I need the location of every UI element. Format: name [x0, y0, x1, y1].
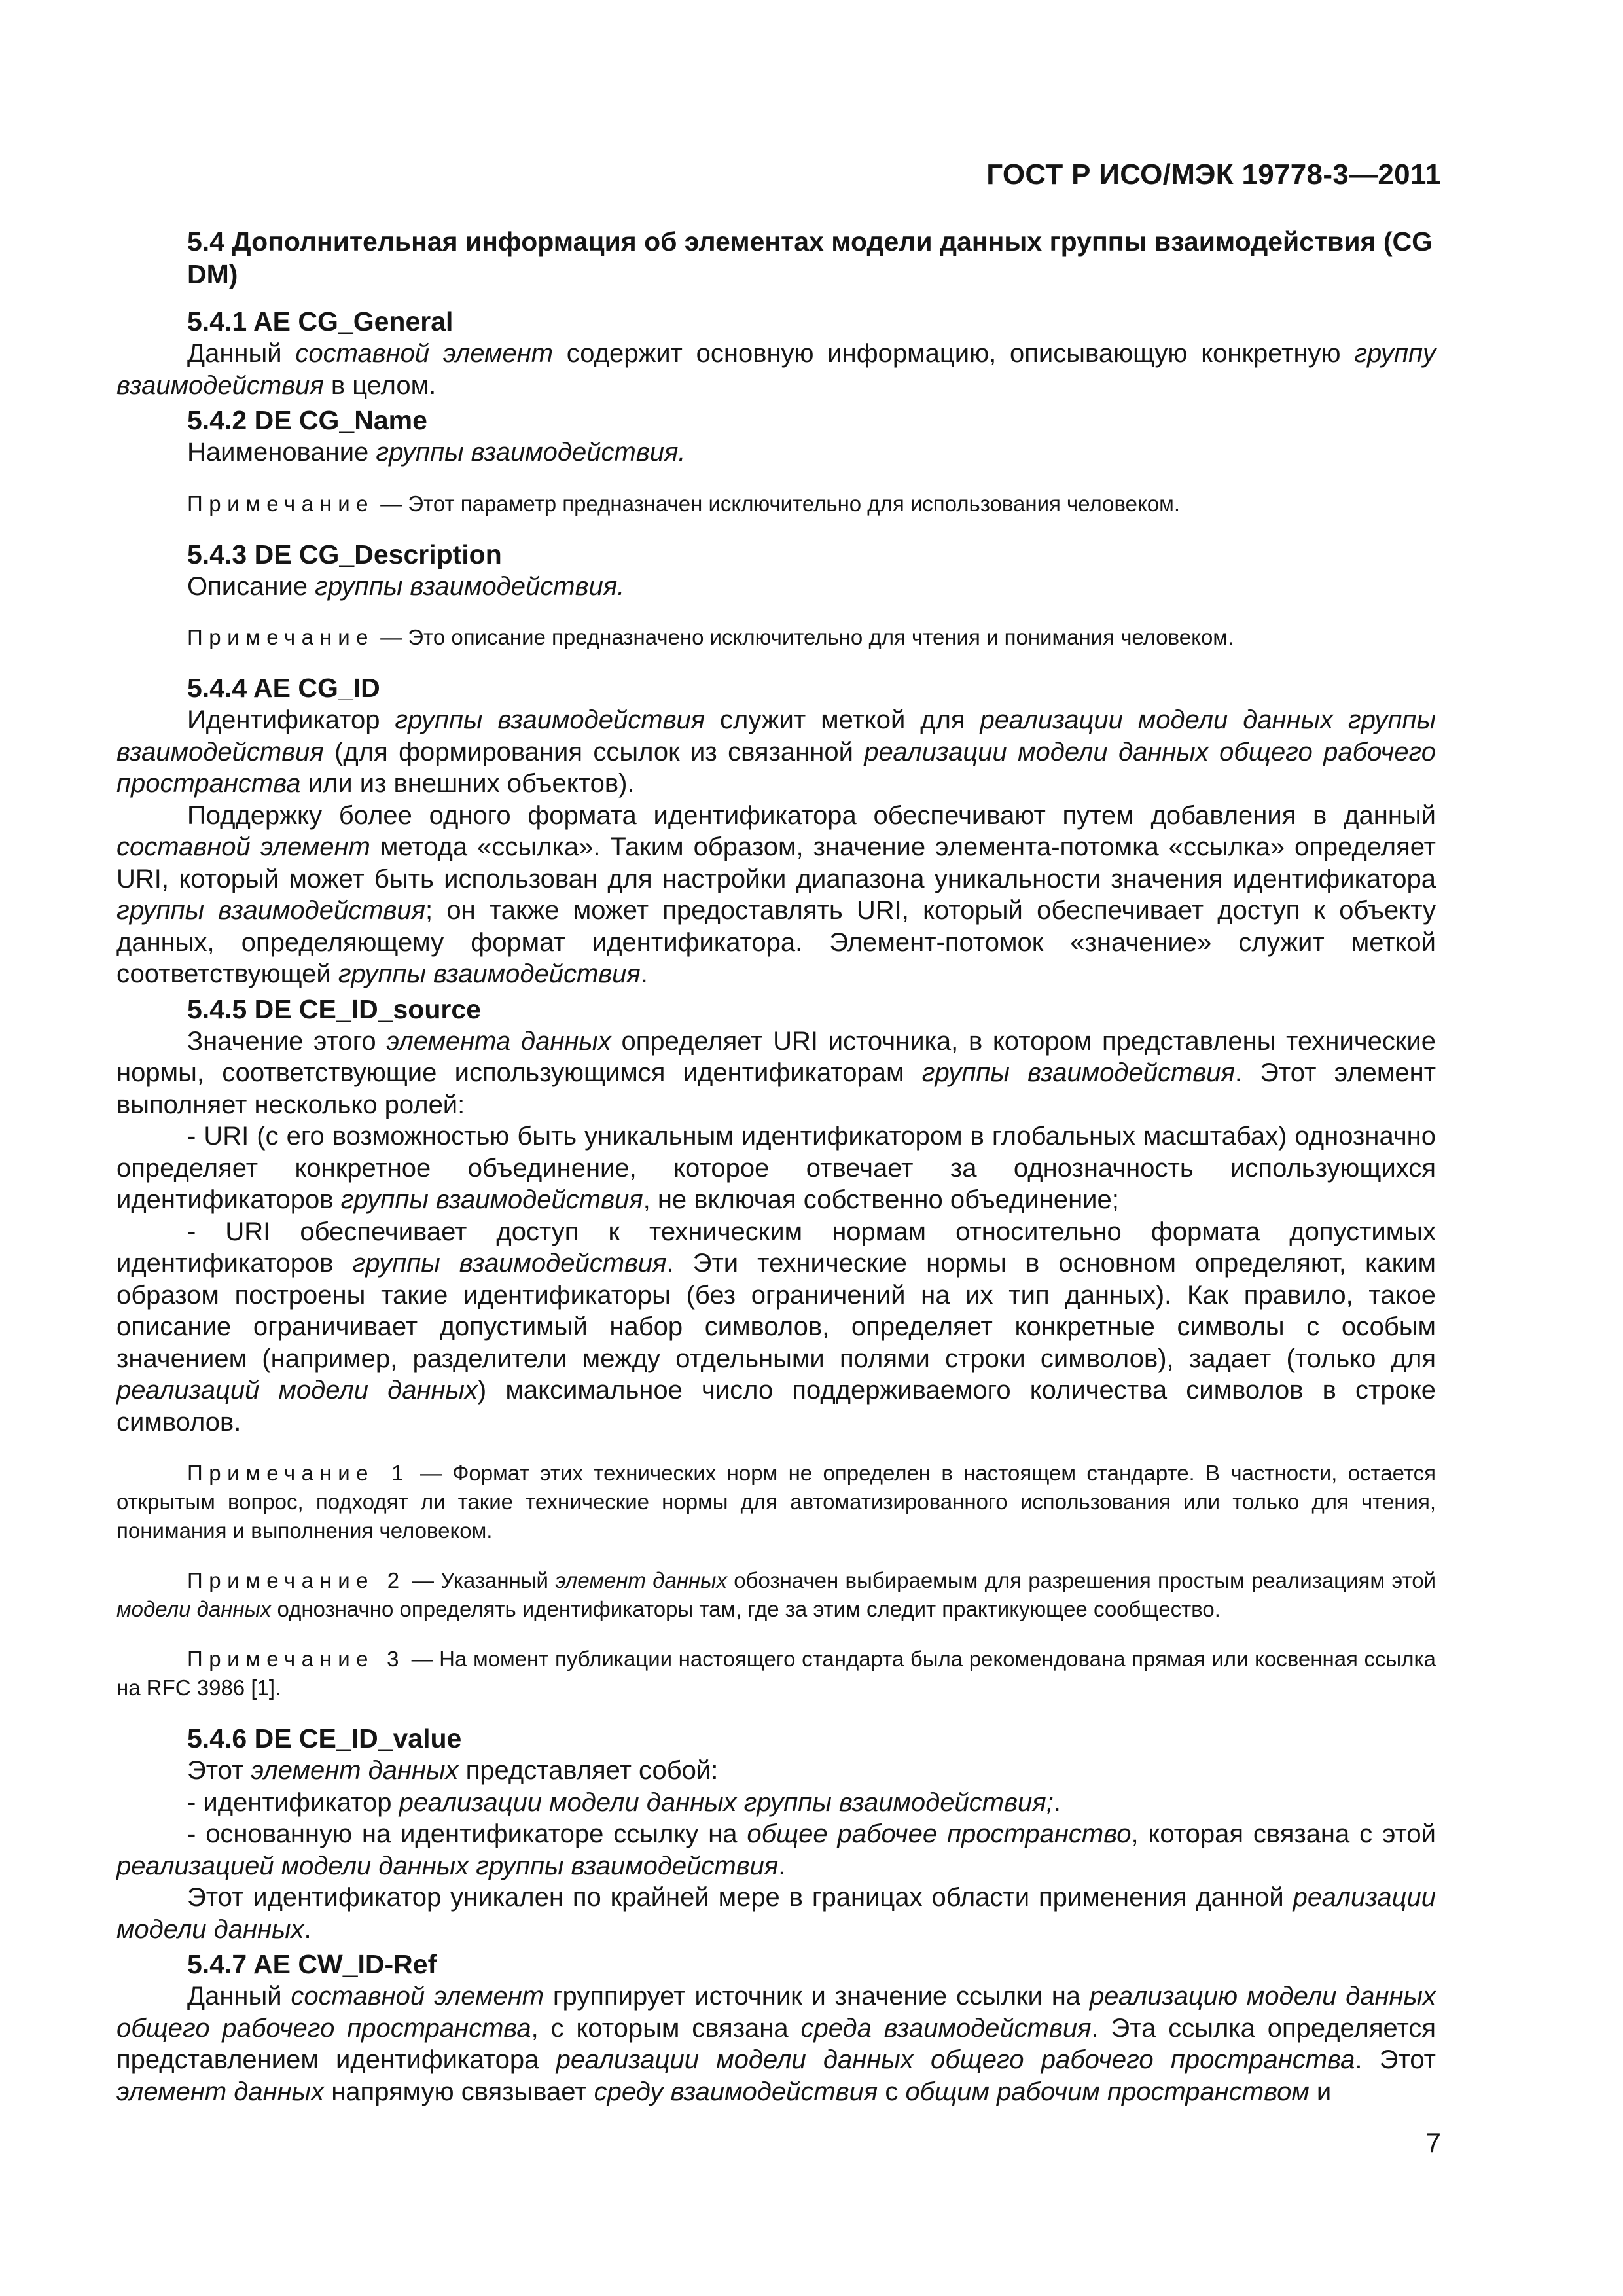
text-run: группирует источник и значение ссылки на — [544, 1982, 1090, 2011]
text-run: ) максимальное число поддерживаемого количества символов в строке символов. — [116, 1376, 1436, 1437]
note-text: — Это описание предназначено исключительно для чтения и понимания человеком. — [374, 625, 1234, 649]
subsection-heading: 5.4.3 DE CG_Description — [187, 539, 502, 569]
italic-term: среду взаимодействия — [594, 2077, 878, 2106]
text-run: напрямую связывает — [324, 2077, 594, 2106]
document-body — [116, 225, 1436, 2108]
paragraph — [116, 437, 1436, 469]
list-item — [116, 1818, 1436, 1882]
paragraph — [116, 704, 1436, 800]
text-run: , с которым связана — [531, 2013, 801, 2043]
italic-term: реализации модели данных общего рабочего пространства — [116, 737, 1436, 798]
list-item — [116, 1216, 1436, 1439]
text-run: Описание — [187, 571, 315, 601]
italic-term: реализации модели данных группы взаимодействия; — [399, 1787, 1054, 1817]
subsection-heading: 5.4.5 DE CE_ID_source — [187, 994, 481, 1024]
subsection-heading: 5.4.6 DE CE_ID_value — [187, 1723, 462, 1753]
text-run: в целом. — [323, 370, 437, 400]
italic-term: составной элемент — [295, 339, 554, 368]
text-run: и — [1309, 2077, 1332, 2106]
note — [116, 1459, 1436, 1545]
italic-term: группы взаимодействия — [395, 706, 705, 734]
text-run: метода «ссылка». Таким образом, значение элемента-потомка «ссылка» определяет URI, который может быть использован для настройки диапазона уникальности значения идентификатора — [116, 833, 1436, 893]
italic-term: группу взаимодействия — [116, 339, 1436, 400]
text-run: Наименование — [187, 438, 376, 467]
italic-term: составной элемент — [116, 833, 370, 861]
paragraph — [116, 1755, 1436, 1787]
note-label: Примечание — [187, 491, 375, 516]
italic-term: реализации модели данных общего рабочего пространства — [556, 2045, 1355, 2074]
text-run: ; он также может предоставлять URI, который обеспечивает доступ к объекту данных, определяющему формат идентификатора. Элемент-потомок «значение» служит меткой соответствующей — [116, 896, 1436, 988]
list-item — [116, 1121, 1436, 1216]
note-text: — Этот параметр предназначен исключительно для использования человеком. — [374, 491, 1181, 516]
note-text: — Формат этих технических норм не определен в настоящем стандарте. В частности, остается открытым вопрос, подходят ли такие технические нормы для автоматизированного использования или только для чтения, понимания и выполнения человеком. — [116, 1461, 1436, 1543]
italic-term: элемент данных — [555, 1568, 727, 1592]
italic-term: реализацией модели данных группы взаимодействия — [116, 1851, 779, 1880]
paragraph — [116, 338, 1436, 401]
italic-term: элемент данных — [251, 1756, 459, 1785]
page-number: 7 — [1425, 2127, 1441, 2158]
italic-term: реализаций модели данных — [116, 1376, 478, 1405]
paragraph — [116, 1882, 1436, 1945]
italic-term: группы взаимодействия — [340, 1185, 643, 1214]
note-label: Примечание 3 — [187, 1647, 405, 1671]
subsection-heading: 5.4.1 AE CG_General — [187, 306, 454, 336]
text-run: определяет URI источника, в котором представлены технические нормы, соответствующие использующимся идентификаторам — [116, 1026, 1436, 1087]
note — [116, 490, 1436, 518]
text-run: Данный — [187, 1982, 291, 2011]
note-label: Примечание — [187, 625, 375, 649]
italic-term: группы взаимодействия. — [376, 438, 686, 467]
note — [116, 1645, 1436, 1702]
text-run: или из внешних объектов). — [300, 769, 635, 798]
text-run: Данный — [187, 339, 296, 368]
standard-header: ГОСТ Р ИСО/МЭК 19778-3—2011 — [986, 158, 1441, 190]
text-run: Этот идентификатор уникален по крайней мере в границах области применения данной — [187, 1883, 1293, 1912]
text-run: - основанную на идентификаторе ссылку на — [187, 1820, 747, 1848]
paragraph — [116, 1026, 1436, 1121]
italic-term: группы взаимодействия — [921, 1058, 1235, 1087]
italic-term: группы взаимодействия — [352, 1249, 667, 1278]
subsection-heading: 5.4.2 DE CG_Name — [187, 405, 427, 435]
italic-term: группы взаимодействия — [116, 896, 426, 925]
paragraph — [116, 800, 1436, 990]
note — [116, 623, 1436, 652]
text-run: Идентификатор — [187, 706, 395, 734]
subsection-heading: 5.4.7 AE CW_ID-Ref — [187, 1949, 437, 1979]
note-text: однозначно определять идентификаторы там, где за этим следит практикующее сообщество. — [271, 1597, 1221, 1621]
list-item — [116, 1787, 1436, 1819]
italic-term: элемент данных — [116, 2077, 325, 2106]
paragraph — [116, 1981, 1436, 2108]
text-run: . Эта ссылка определяется представлением идентификатора — [116, 2013, 1436, 2074]
text-run: Этот — [187, 1756, 251, 1785]
text-run: . — [1053, 1787, 1061, 1817]
subsection-heading: 5.4.4 AE CG_ID — [187, 673, 380, 703]
text-run: служит меткой для — [705, 706, 980, 734]
italic-term: элемента данных — [386, 1026, 611, 1056]
italic-term: среда взаимодействия — [800, 2013, 1092, 2043]
italic-term: реализации модели данных — [116, 1883, 1436, 1944]
note-text: обозначен выбираемым для разрешения простым реализациям этой — [726, 1568, 1436, 1592]
text-run: (для формирования ссылок из связанной — [323, 737, 865, 766]
note-text: — На момент публикации настоящего стандарта была рекомендована прямая или косвенная ссылка на RFC 3986 [1]. — [116, 1647, 1436, 1700]
italic-term: модели данных — [116, 1597, 272, 1621]
italic-term: реализацию модели данных общего рабочего пространства — [116, 1982, 1436, 2043]
italic-term: общее рабочее пространство — [747, 1820, 1132, 1848]
text-run: - URI обеспечивает доступ к техническим нормам относительно формата допустимых идентификаторов — [116, 1217, 1436, 1278]
note-text: — Указанный — [405, 1568, 556, 1592]
text-run: . Этот элемент выполняет несколько ролей: — [116, 1058, 1436, 1119]
text-run: представляет собой: — [458, 1756, 719, 1785]
note-label: Примечание 1 — [187, 1461, 410, 1485]
text-run: , которая связана с этой — [1131, 1820, 1436, 1848]
section-heading: 5.4 Дополнительная информация об элементах модели данных группы взаимодействия (CG DM) — [187, 226, 1433, 289]
text-run: содержит основную информацию, описывающую конкретную — [553, 339, 1355, 368]
paragraph — [116, 571, 1436, 603]
text-run: . Этот — [1355, 2045, 1436, 2074]
text-run: . — [304, 1914, 312, 1944]
text-run: Значение этого — [187, 1026, 387, 1056]
text-run: . — [640, 960, 648, 988]
italic-term: группы взаимодействия — [338, 960, 641, 988]
italic-term: реализации модели данных группы взаимодействия — [116, 706, 1436, 766]
text-run: Поддержку более одного формата идентификатора обеспечивают путем добавления в данный — [187, 800, 1436, 830]
text-run: - идентификатор — [187, 1787, 399, 1817]
italic-term: общим рабочим пространством — [905, 2077, 1310, 2106]
text-run: . — [778, 1851, 786, 1880]
text-run: , не включая собственно объединение; — [643, 1185, 1119, 1214]
text-run: . Эти технические нормы в основном определяют, каким образом построены такие идентификаторы (без ограничений на их тип данных). Как правило, такое описание ограничивает допустимый набор символов, определяет конкретные символы с особым значением (например, разделители между отдельными полями строки символов), задает (только для — [116, 1249, 1436, 1373]
note-label: Примечание 2 — [187, 1568, 406, 1592]
text-run: с — [878, 2077, 906, 2106]
note — [116, 1566, 1436, 1624]
text-run: - URI (с его возможностью быть уникальным идентификатором в глобальных масштабах) однозначно определяет конкретное объединение, которое отвечает за однозначность использующихся идентификаторов — [116, 1122, 1436, 1214]
italic-term: группы взаимодействия. — [315, 571, 625, 601]
italic-term: составной элемент — [291, 1982, 544, 2011]
